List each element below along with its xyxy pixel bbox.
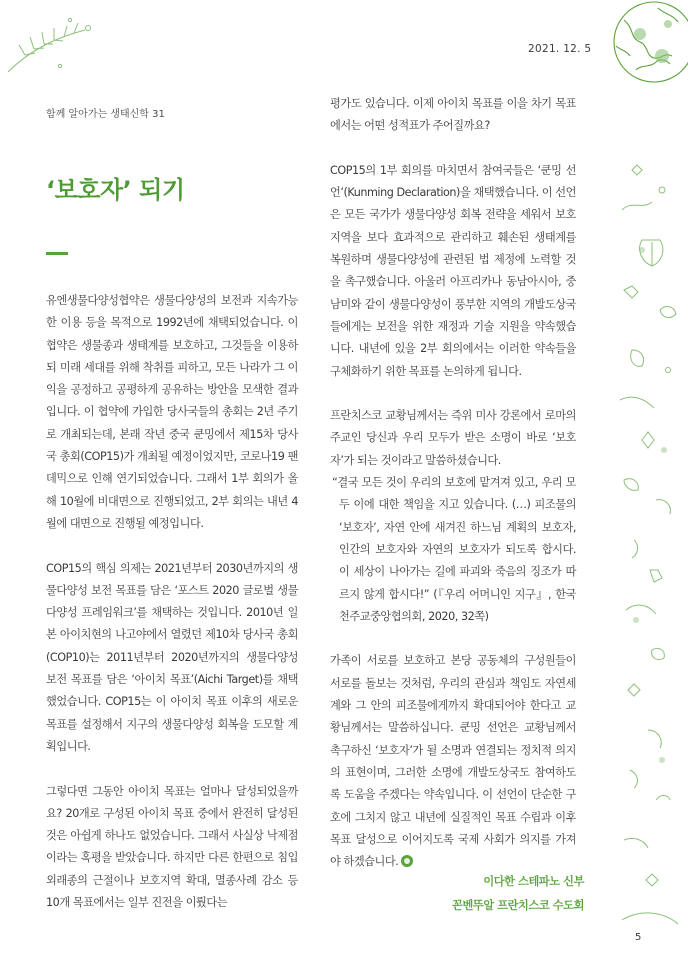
body-paragraph: 프란치스코 교황님께서는 즉위 미사 강론에서 로마의 주교인 당신과 우리 모두가 받은 소명이 바로 ‘보호자’가 되는 것이라고 말씀하셨습니다. — [330, 409, 576, 467]
series-label: 함께 알아가는 생태신학 31 — [46, 109, 165, 120]
body-paragraph: 그렇다면 그동안 아이치 목표는 얼마나 달성되었을까요? 20개로 구성된 아이치 목표 중에서 완전히 달성된 것은 아쉽게 하나도 없었습니다. 그래서 사실상 낙제점이라는 혹평을 받았습니다. 하지만 다른 한편으로 침입외래종의 근절이나 보호지역 확대, 멸종사례 감소 등 10개 목표에서는 일부 진전을 이뤘다는 — [46, 784, 298, 910]
body-paragraph: COP15의 핵심 의제는 2021년부터 2030년까지의 생물다양성 보전 목표를 담은 ‘포스트 2020 글로벌 생물다양성 프레임워크’를 채택하는 것입니다. 2010년 일본 아이치현의 나고야에서 열렸던 제10차 당사국 총회(COP10)는 2011년부터 2020년까지의 생물다양성 보전 목표를 담은 ‘아이치 목표’(Aichi Target)를 채택했었습니다. COP15는 이 아이치 목표 이후의 새로운 목표를 설정해서 지구의 생물다양성 회복을 도모할 계획입니다. — [46, 561, 298, 753]
papal-quote: “결국 모든 것이 우리의 보호에 맡겨져 있고, 우리 모두 이에 대한 책임을 지고 있습니다. (…) 피조물의 ‘보호자’, 자연 안에 새겨진 하느님 계획의 보호자, 인간의 보호자와 자연의 보호자가 되도록 합시다. 이 세상이 나아가는 길에 파괴와 죽음의 징조가 따르지 않게 합시다!” (『우리 어머니인 지구』, 한국천주교중앙협의회, 2020, 32쪽) — [332, 476, 576, 623]
closing-text: 가족이 서로를 보호하고 본당 공동체의 구성원들이 서로를 돌보는 것처럼, 우리의 관심과 책임도 자연세계와 그 안의 피조물에게까지 확대되어야 한다고 교황님께서는 말씀하십니다. 쿤밍 선언은 교황님께서 촉구하신 ‘보호자’가 될 소명과 연결되는 정치적 의지의 표현이며, 그러한 소명에 개발도상국도 참여하도록 도움을 주겠다는 약속입니다. 이 선언이 단순한 구호에 그치지 않고 내년에 실질적인 목표 수립과 이후 목표 달성으로 이어지도록 국제 사회가 의지를 가져야 하겠습니다. — [330, 654, 576, 869]
page-number: 5 — [635, 932, 642, 943]
title-underline — [46, 252, 68, 255]
end-mark-icon — [401, 855, 413, 867]
globe-illustration — [596, 0, 688, 100]
publication-date: 2021. 12. 5 — [528, 43, 592, 55]
body-paragraph: COP15의 1부 회의를 마치면서 참여국들은 ‘쿤밍 선언’(Kunming Declaration)을 채택했습니다. 이 선언은 모든 국가가 생물다양성 회복 전략을 세워서 보호지역을 보다 효과적으로 관리하고 훼손된 생태계를 복원하며 생물다양성에 관련된 법 제정에 노력할 것을 촉구했습니다. 아울러 아프리카나 동남아시아, 중남미와 같이 생물다양성이 풍부한 지역의 개발도상국들에게는 보전을 위한 재정과 기술 지원을 약속했습니다. 내년에 있을 2부 회의에서는 이러한 약속들을 구체화하기 위한 목표를 논의하게 됩니다. — [330, 163, 576, 378]
flora-fauna-border — [612, 150, 688, 950]
closing-paragraph — [330, 650, 576, 873]
left-column — [46, 290, 298, 914]
article-title: ‘보호자’ 되기 — [46, 176, 185, 204]
body-paragraph: 평가도 있습니다. 이제 아이치 목표를 이을 차기 목표에서는 어떤 성적표가 주어질까요? — [330, 97, 576, 133]
right-column — [330, 93, 576, 873]
author-affiliation: 꼰벤뚜알 프란치스코 수도회 — [452, 899, 584, 912]
author-name: 이다한 스테파노 신부 — [483, 875, 584, 888]
leaf-sprig-decoration — [0, 0, 110, 80]
body-paragraph: 유엔생물다양성협약은 생물다양성의 보전과 지속가능한 이용 등을 목적으로 1992년에 채택되었습니다. 이 협약은 생물종과 생태계를 보호하고, 그것들을 이용하되 미래 세대를 위해 착취를 피하고, 모든 나라가 그 이익을 공정하고 공평하게 공유하는 방안을 모색한 결과입니다. 이 협약에 가입한 당사국들의 총회는 2년 주기로 개최되는데, 본래 작년 중국 쿤밍에서 제15차 당사국 총회(COP15)가 개최될 예정이었지만, 코로나19 팬데믹으로 인해 연기되었습니다. 그래서 1부 회의가 올해 10월에 비대면으로 진행되었고, 2부 회의는 내년 4월에 대면으로 진행될 예정입니다. — [46, 294, 298, 530]
